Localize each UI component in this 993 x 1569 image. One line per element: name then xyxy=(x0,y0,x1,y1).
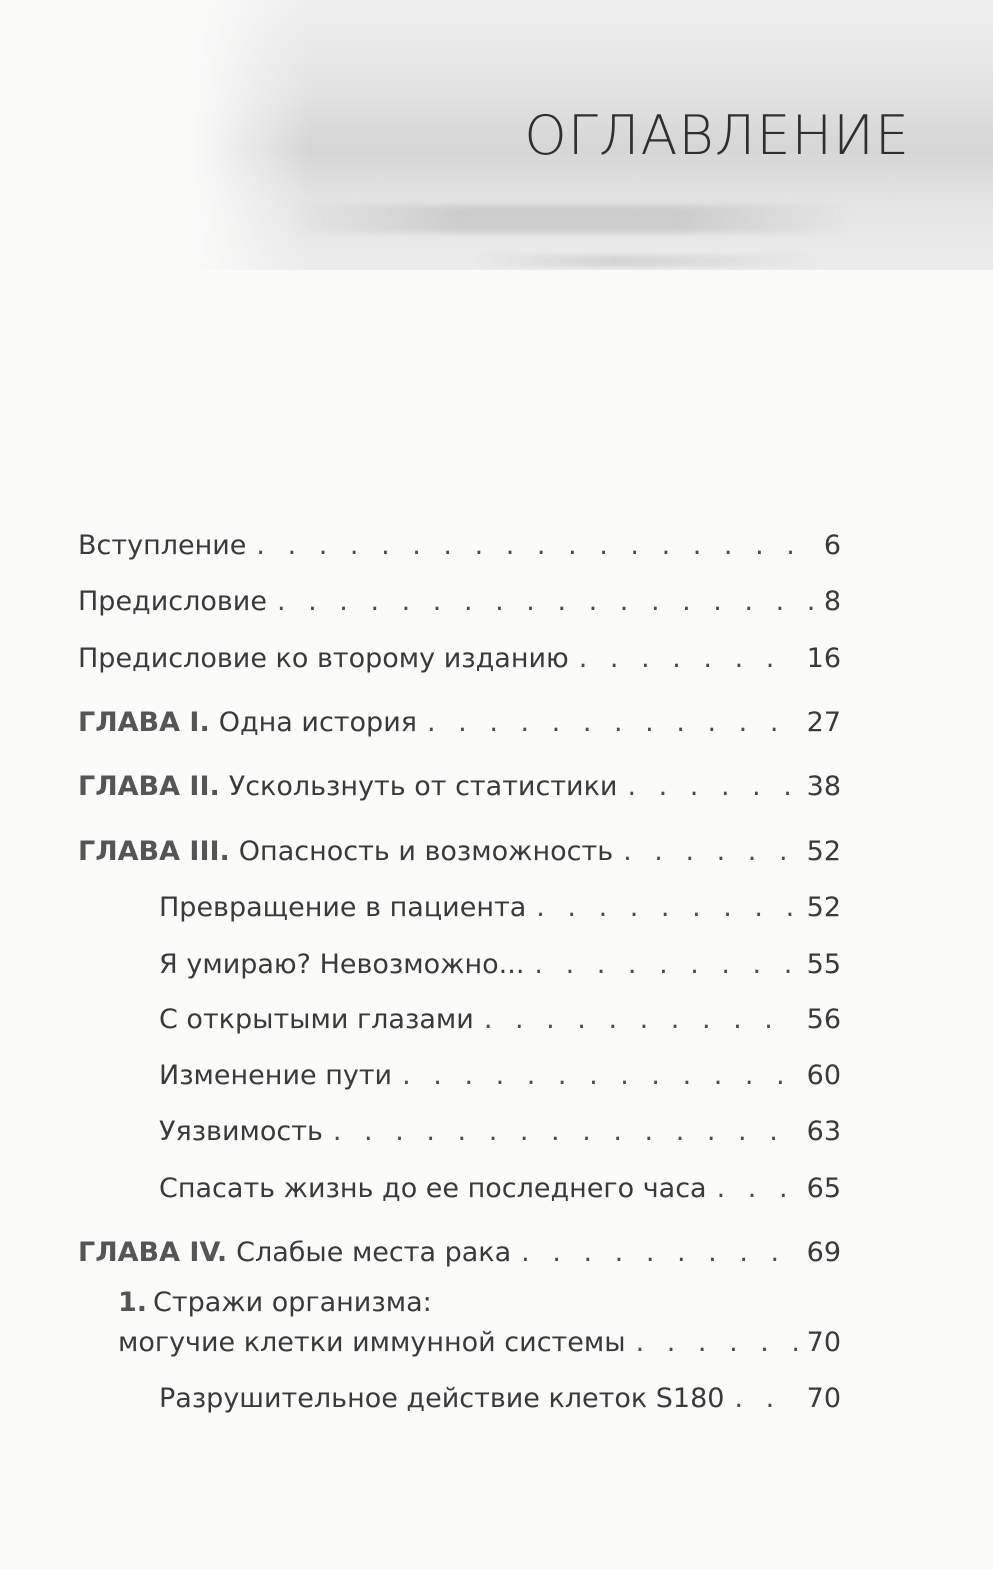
dot-leader xyxy=(333,1112,797,1152)
toc-subentry[interactable] xyxy=(0,1379,993,1419)
toc-subentry[interactable] xyxy=(0,1000,993,1040)
dot-leader xyxy=(484,1000,797,1040)
toc-subentry[interactable] xyxy=(0,888,993,928)
toc-entry-title: Ускользнуть от статистики xyxy=(228,771,618,802)
chapter-label: ГЛАВА II. xyxy=(78,771,220,802)
dot-leader xyxy=(627,767,796,807)
toc-entry-title: Уязвимость xyxy=(159,1116,323,1147)
toc-page-number: 55 xyxy=(806,949,841,980)
toc-page-number: 16 xyxy=(806,643,841,674)
chapter-label: ГЛАВА I. xyxy=(78,707,210,738)
toc-subentry[interactable] xyxy=(0,1056,993,1096)
toc-page-number: 56 xyxy=(806,1004,841,1035)
toc-entry-title: С открытыми глазами xyxy=(159,1004,474,1035)
toc-chapter-entry[interactable] xyxy=(0,767,993,807)
toc-entry[interactable] xyxy=(0,526,993,566)
dot-leader xyxy=(717,1169,797,1209)
dot-leader xyxy=(534,945,796,985)
toc-page-number: 63 xyxy=(806,1116,841,1147)
dot-leader xyxy=(256,526,813,566)
toc-chapter-entry[interactable] xyxy=(0,703,993,743)
toc-entry-title: Превращение в пациента xyxy=(159,892,527,923)
toc-entry-title: Вступление xyxy=(78,530,247,561)
toc-entry[interactable] xyxy=(0,582,993,622)
header-photo-streak xyxy=(470,255,830,267)
toc-entry[interactable] xyxy=(0,639,993,679)
toc-subentry[interactable] xyxy=(0,1169,993,1209)
toc-entry-title: Изменение пути xyxy=(159,1060,393,1091)
toc-entry-title: Я умираю? Невозможно... xyxy=(159,949,525,980)
section-number: 1. xyxy=(118,1287,148,1318)
toc-entry-title: Разрушительное действие клеток S180 xyxy=(159,1383,725,1414)
toc-entry-title: могучие клетки иммунной системы xyxy=(118,1327,626,1358)
toc-section-heading[interactable] xyxy=(118,1283,432,1323)
toc-page-number: 8 xyxy=(823,586,841,617)
dot-leader xyxy=(402,1056,797,1096)
toc-entry-title: Спасать жизнь до ее последнего часа xyxy=(159,1173,707,1204)
toc-entry-title: Опасность и возможность xyxy=(238,836,614,867)
toc-entry-title: Предисловие xyxy=(78,586,267,617)
toc-page-number: 70 xyxy=(806,1327,841,1358)
toc-page-number: 52 xyxy=(806,836,841,867)
toc-page-number: 60 xyxy=(806,1060,841,1091)
dot-leader xyxy=(536,888,796,928)
toc-entry-title: Одна история xyxy=(218,707,417,738)
dot-leader xyxy=(277,582,814,622)
toc-subentry[interactable] xyxy=(0,945,993,985)
toc-entry-title: Предисловие ко второму изданию xyxy=(78,643,569,674)
toc-page-number: 52 xyxy=(806,892,841,923)
header-photo-streak xyxy=(290,205,850,233)
toc-entry[interactable] xyxy=(0,1323,993,1363)
dot-leader xyxy=(623,832,797,872)
chapter-label: ГЛАВА III. xyxy=(78,836,230,867)
chapter-label: ГЛАВА IV. xyxy=(78,1237,228,1268)
toc-page-number: 70 xyxy=(806,1383,841,1414)
dot-leader xyxy=(636,1323,797,1363)
toc-entry-title: Стражи организма: xyxy=(153,1287,432,1318)
toc-chapter-entry[interactable] xyxy=(0,832,993,872)
toc-chapter-entry[interactable] xyxy=(0,1233,993,1273)
dot-leader xyxy=(734,1379,796,1419)
dot-leader xyxy=(427,703,797,743)
dot-leader xyxy=(579,639,797,679)
toc-page-number: 65 xyxy=(806,1173,841,1204)
toc-page-number: 27 xyxy=(806,707,841,738)
toc-page-number: 6 xyxy=(823,530,841,561)
toc-page-number: 38 xyxy=(806,771,841,802)
page-title: ОГЛАВЛЕНИЕ xyxy=(524,104,910,167)
dot-leader xyxy=(521,1233,796,1273)
toc-entry-title: Слабые места рака xyxy=(236,1237,512,1268)
toc-page-number: 69 xyxy=(806,1237,841,1268)
toc-subentry[interactable] xyxy=(0,1112,993,1152)
